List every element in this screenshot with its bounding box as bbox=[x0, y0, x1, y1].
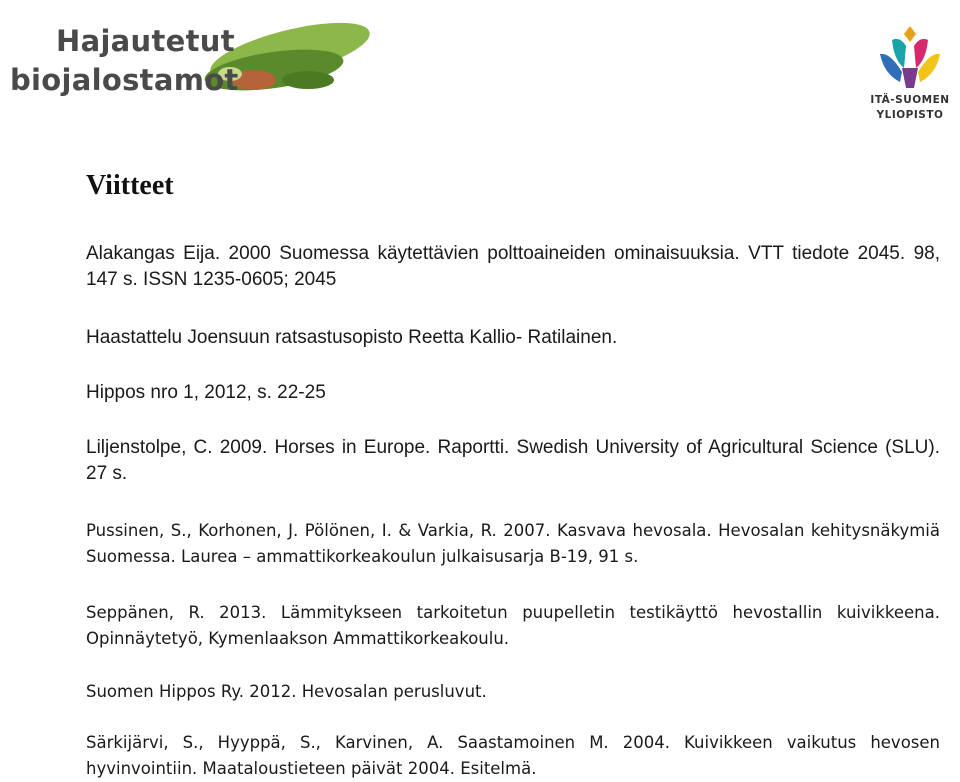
page-title: Viitteet bbox=[86, 170, 174, 201]
ita-suomen-yliopisto-logo bbox=[862, 20, 958, 130]
reference-item: Suomen Hippos Ry. 2012. Hevosalan perusluvut. bbox=[86, 682, 487, 701]
reference-item: Liljenstolpe, C. 2009. Horses in Europe. Raportti. Swedish University of Agricultural Science (SLU). 27 s. bbox=[86, 437, 940, 484]
reference-item: Pussinen, S., Korhonen, J. Pölönen, I. & Varkia, R. 2007. Kasvava hevosala. Hevosalan kehitysnäkymiä Suomessa. Laurea – ammattikorkeakoulun julkaisusarja B-19, 91 s. bbox=[86, 521, 940, 566]
university-emblem-icon bbox=[862, 20, 958, 92]
university-name-line2: YLIOPISTO bbox=[876, 109, 944, 121]
reference-item: Hippos nro 1, 2012, s. 22-25 bbox=[86, 382, 326, 403]
reference-item: Alakangas Eija. 2000 Suomessa käytettävien polttoaineiden ominaisuuksia. VTT tiedote 2045. 98, 147 s. ISSN 1235-0605; 2045 bbox=[86, 243, 940, 290]
reference-item: Särkijärvi, S., Hyyppä, S., Karvinen, A. Saastamoinen M. 2004. Kuivikkeen vaikutus hevosen hyvinvointiin. Maataloustieteen päivät 2004. Esitelmä. bbox=[86, 733, 940, 778]
reference-item: Haastattelu Joensuun ratsastusopisto Reetta Kallio- Ratilainen. bbox=[86, 327, 618, 348]
biojalostamot-logo bbox=[8, 10, 378, 100]
university-name-line1: ITÄ-SUOMEN bbox=[870, 94, 950, 106]
logo-text-line2: biojalostamot bbox=[10, 63, 239, 97]
logo-text-line1: Hajautetut bbox=[56, 24, 235, 58]
reference-item: Seppänen, R. 2013. Lämmitykseen tarkoitetun puupelletin testikäyttö hevostallin kuivikkeena. Opinnäytetyö, Kymenlaakson Ammattikorkeakoulu. bbox=[86, 603, 940, 648]
